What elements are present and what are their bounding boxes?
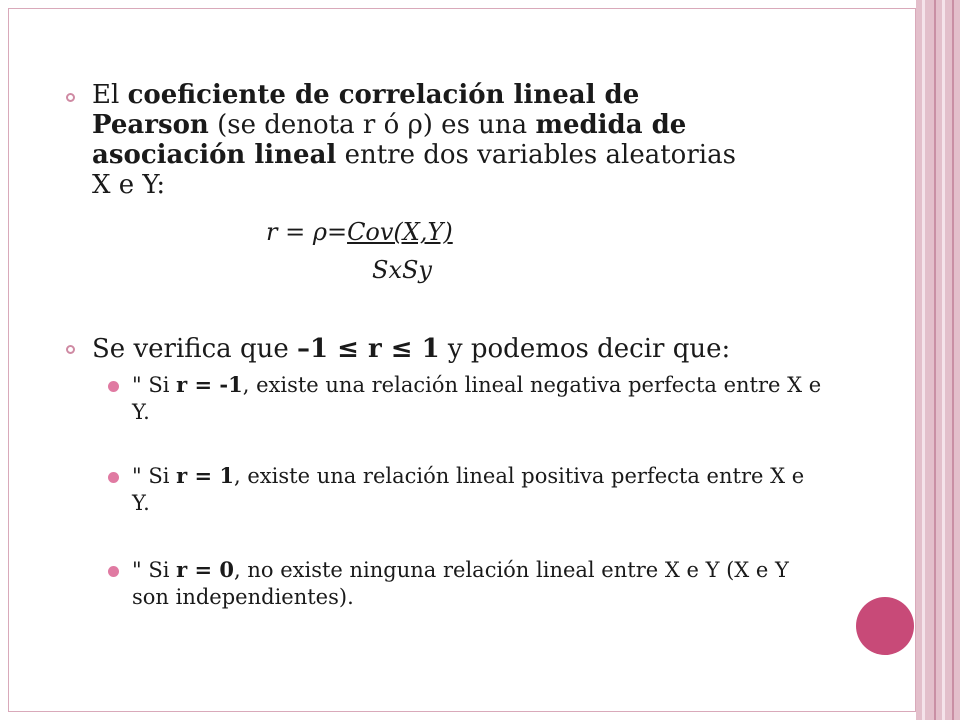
- verify-paragraph: Se verifica que –1 ≤ r ≤ 1 y podemos decir que:: [92, 334, 731, 364]
- formula-denominator: SxSy: [372, 256, 432, 284]
- dot-bullet-icon: [108, 472, 119, 483]
- dot-bullet-icon: [108, 381, 119, 392]
- ring-bullet-icon: [66, 93, 75, 102]
- case-item: " Si r = 1, existe una relación lineal positiva perfecta entre X e Y.: [132, 463, 805, 515]
- strip-line: [952, 0, 954, 720]
- case-item: " Si r = -1, existe una relación lineal negativa perfecta entre X e Y.: [132, 372, 822, 424]
- decorative-circle: [856, 597, 914, 655]
- decorative-side-strip: [916, 0, 960, 720]
- ring-bullet-icon: [66, 345, 75, 354]
- strip-line: [942, 0, 945, 720]
- intro-paragraph: El coeficiente de correlación lineal de Pearson (se denota r ó ρ) es una medida de asociación lineal entre dos variables aleatorias X e Y:: [92, 80, 736, 200]
- strip-line: [934, 0, 936, 720]
- case-item: " Si r = 0, no existe ninguna relación lineal entre X e Y (X e Y son independientes).: [132, 557, 789, 609]
- formula-numerator: Cov(X,Y): [347, 218, 453, 246]
- formula-numerator-line: r = ρ=Cov(X,Y): [266, 218, 453, 246]
- strip-line: [922, 0, 925, 720]
- dot-bullet-icon: [108, 566, 119, 577]
